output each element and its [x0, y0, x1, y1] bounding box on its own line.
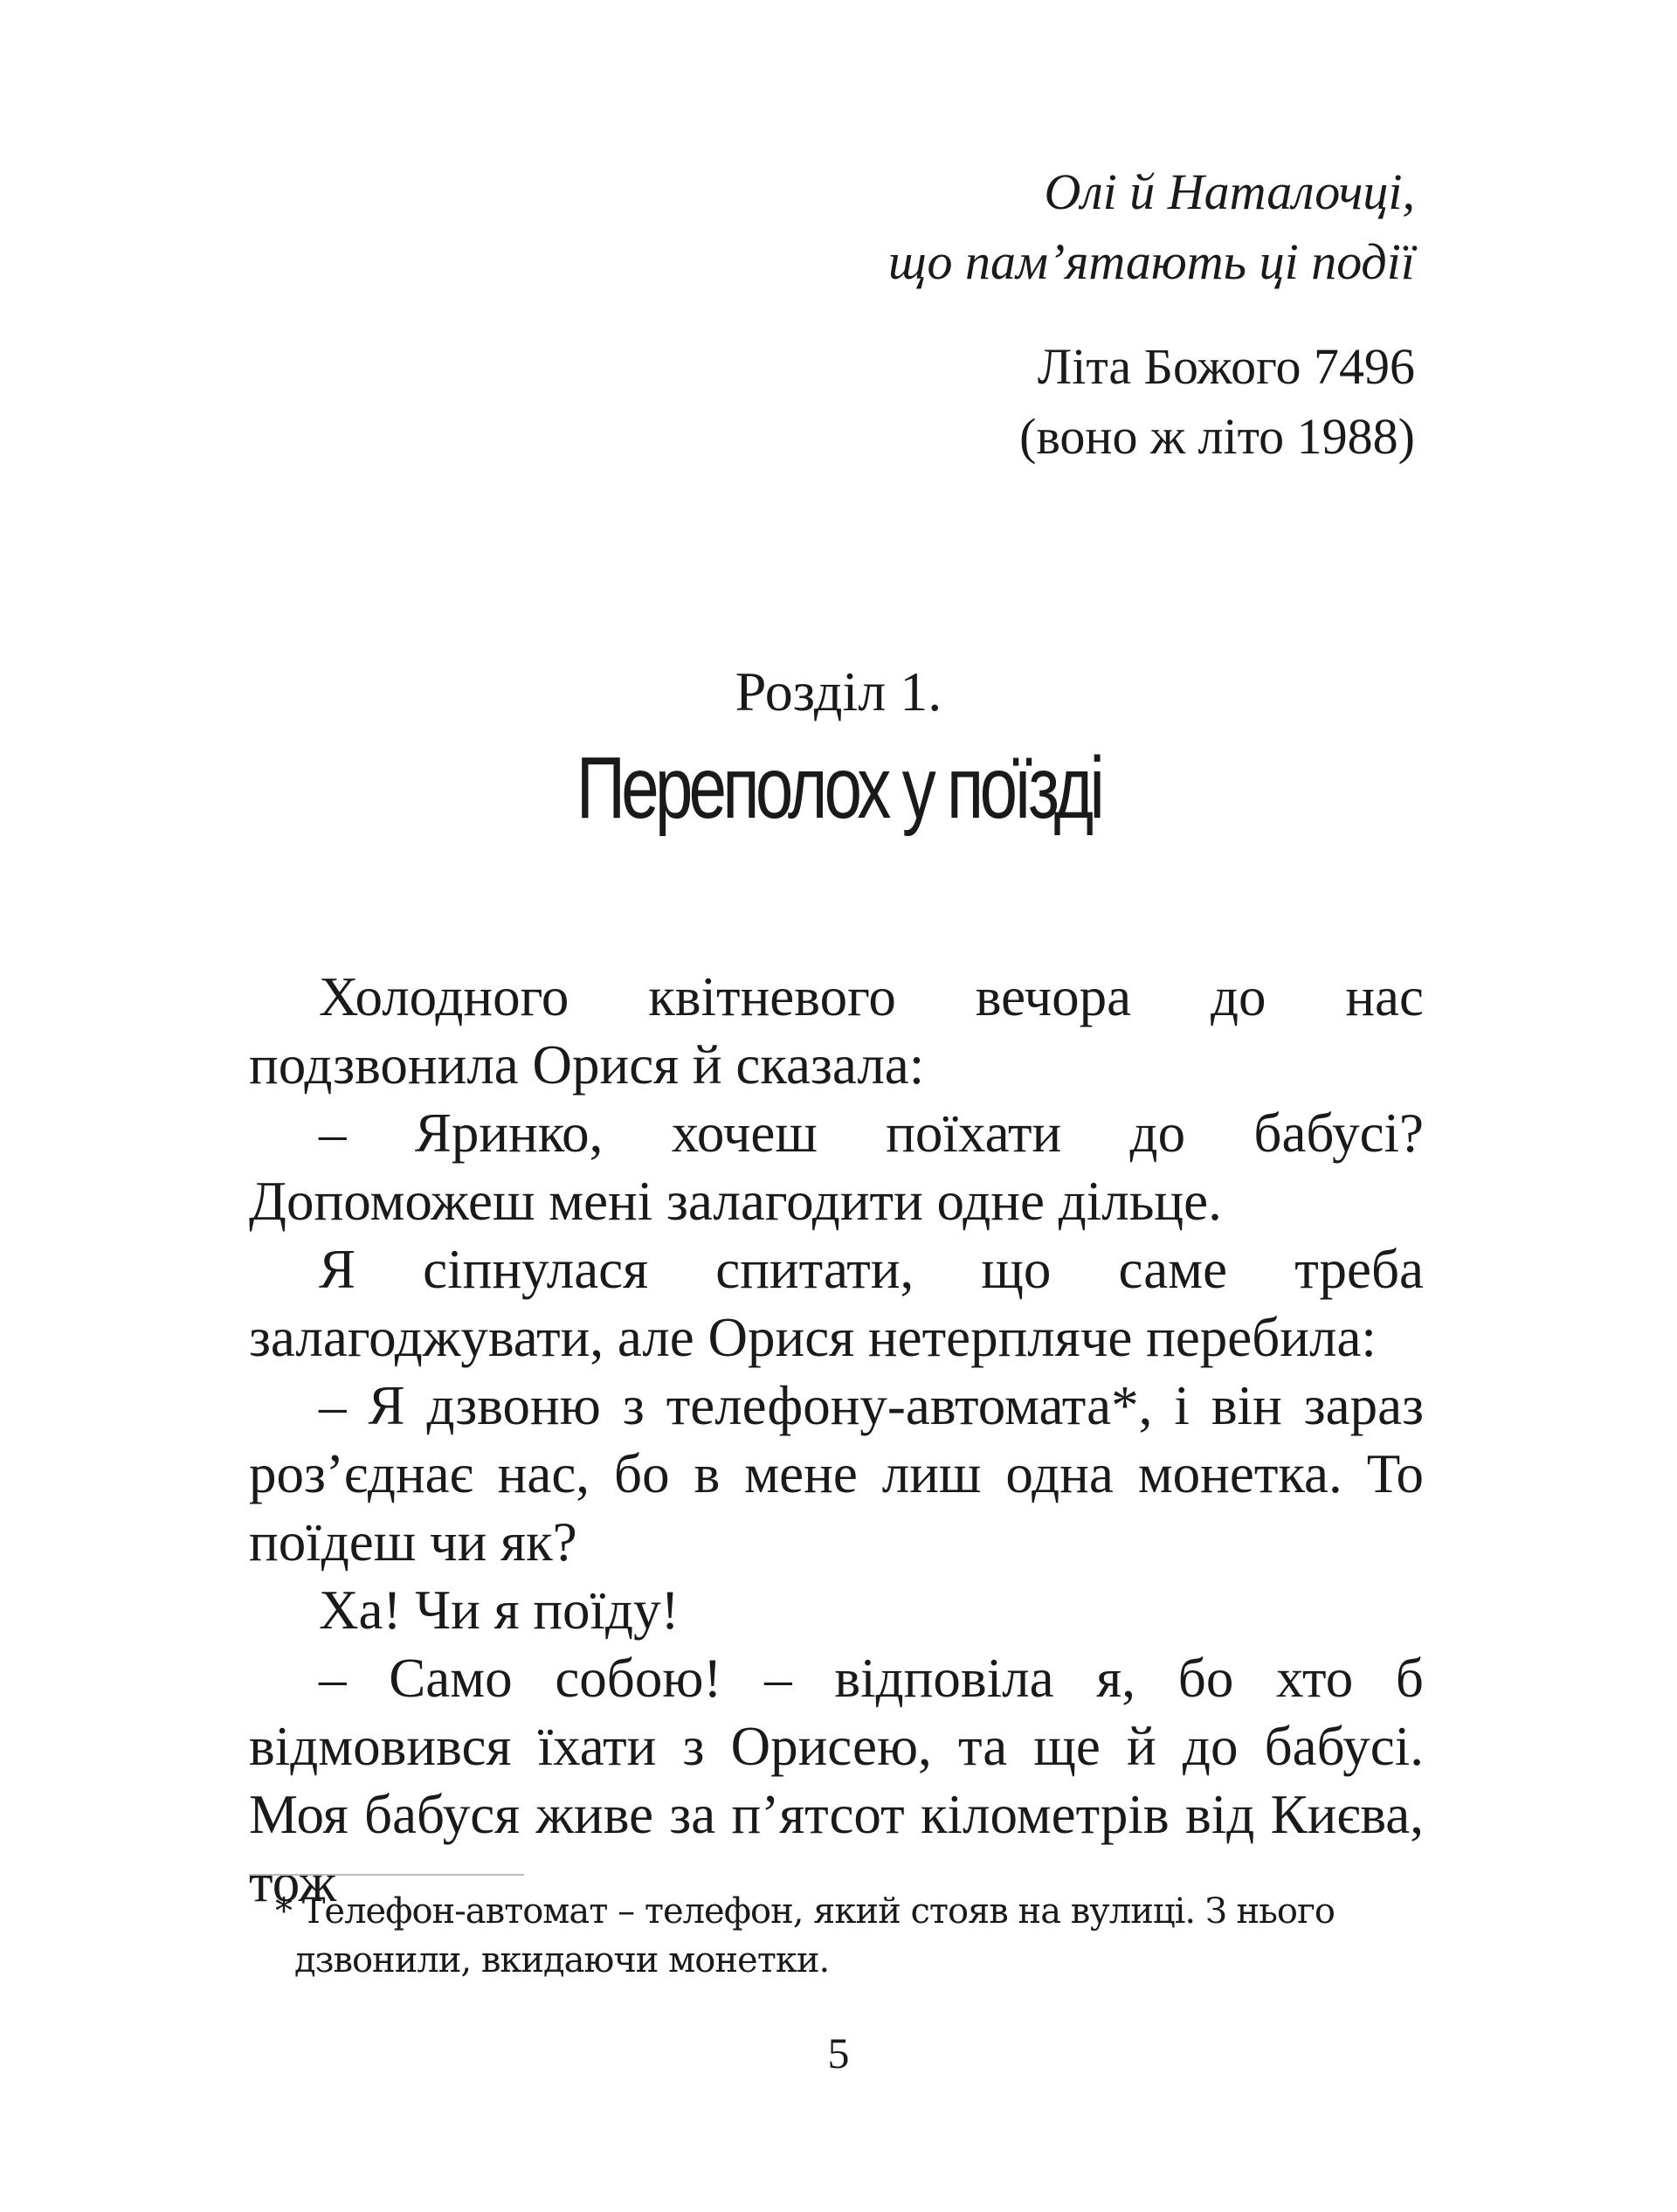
paragraph: Холодного квітневого вечора до нас подзвонила Орися й сказала: [249, 966, 1424, 1096]
dedication-line: що пам’ятають ці події [888, 233, 1415, 290]
chapter-number: Розділ 1. [735, 660, 942, 722]
date-line: (воно ж літо 1988) [1019, 408, 1415, 465]
footnote-line: * Телефон-автомат – телефон, який стояв на вулиці. З нього [275, 1891, 1335, 1932]
chapter-title: Переполох у поїзді [576, 739, 1101, 837]
footnote-divider [249, 1874, 524, 1876]
page-number: 5 [827, 2029, 850, 2077]
paragraph: – Я дзвоню з телефону-автомата*, і він зараз роз’єднає нас, бо в мене лиш одна монетка. То поїдеш чи як? [249, 1375, 1424, 1573]
body-text [249, 963, 1424, 1917]
dedication-line: Олі й Наталочці, [1044, 163, 1415, 220]
date-block [1019, 332, 1415, 472]
paragraph: – Яринко, хочеш поїхати до бабусі? Допоможеш мені залагодити одне дільце. [249, 1103, 1424, 1232]
date-line: Літа Божого 7496 [1037, 338, 1415, 395]
paragraph: – Само собою! – відповіла я, бо хто б відмовився їхати з Орисею, та ще й до бабусі. Моя бабуся живе за п’ятсот кілометрів від Києва, тож [249, 1648, 1424, 1913]
dedication [888, 157, 1415, 297]
paragraph: Ха! Чи я поїду! [319, 1580, 680, 1641]
footnote [275, 1887, 1411, 1985]
paragraph: Я сіпнулася спитати, що саме треба залагоджувати, але Орися нетерпляче перебила: [249, 1239, 1424, 1368]
footnote-line: дзвонили, вкидаючи монетки. [294, 1940, 830, 1980]
